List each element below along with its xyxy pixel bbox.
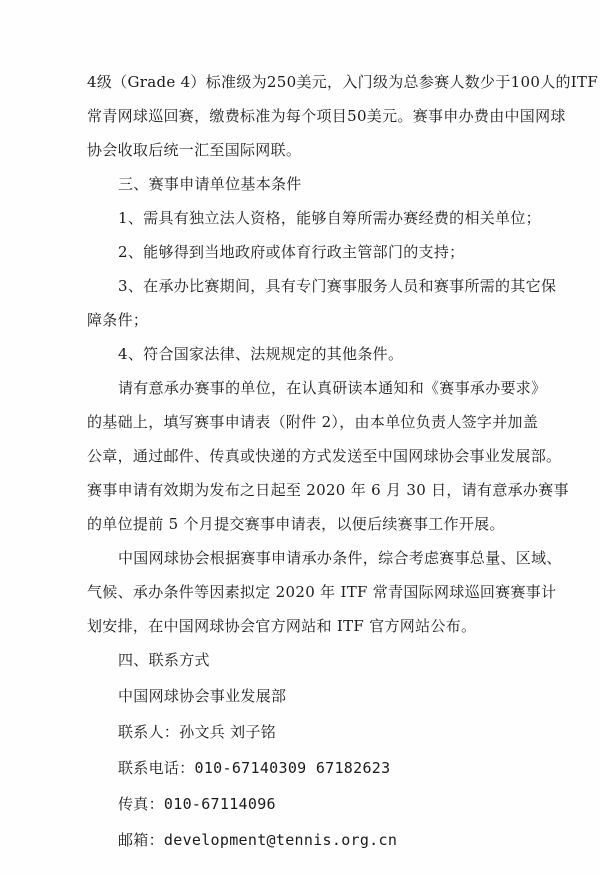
contact-fax	[118, 794, 276, 814]
contact-email-label: 邮箱：	[118, 831, 164, 849]
paragraph-line: 中国网球协会根据赛事申请承办条件，综合考虑赛事总量、区域、	[118, 549, 562, 567]
contact-fax-value: 010-67114096	[163, 795, 276, 813]
condition-item: 3、在承办比赛期间，具有专门赛事服务人员和赛事所需的其它保	[118, 277, 557, 295]
contact-phone-value: 010-67140309 67182623	[194, 759, 391, 777]
paragraph-line: 协会收取后统一汇至国际网联。	[87, 141, 302, 159]
paragraph-line: 4级（Grade 4）标准级为250美元，入门级为总参赛人数少于100人的ITF	[87, 73, 599, 91]
paragraph-line: 划安排，在中国网球协会官方网站和 ITF 官方网站公布。	[87, 617, 477, 635]
contact-person	[118, 722, 276, 742]
contact-person-value: 孙文兵 刘子铭	[179, 723, 277, 741]
contact-email	[118, 830, 397, 850]
section-heading: 三、赛事申请单位基本条件	[118, 175, 302, 193]
paragraph-line: 公章，通过邮件、传真或快递的方式发送至中国网球协会事业发展部。	[87, 447, 562, 465]
paragraph-line: 的单位提前 5 个月提交赛事申请表，以便后续赛事工作开展。	[87, 515, 505, 533]
contact-email-value: development@tennis.org.cn	[163, 831, 398, 849]
paragraph-line: 赛事申请有效期为发布之日起至 2020 年 6 月 30 日，请有意承办赛事	[87, 481, 569, 499]
paragraph-line: 请有意承办赛事的单位，在认真研读本通知和《赛事承办要求》	[118, 379, 547, 397]
paragraph-line: 常青网球巡回赛，缴费标准为每个项目50美元。赛事申办费由中国网球	[87, 107, 566, 125]
section-heading: 四、联系方式	[118, 651, 210, 669]
contact-org: 中国网球协会事业发展部	[118, 687, 287, 705]
condition-item: 2、能够得到当地政府或体育行政主管部门的支持；	[118, 243, 465, 261]
contact-phone-label: 联系电话：	[118, 759, 195, 777]
condition-item-continued: 障条件；	[87, 311, 149, 329]
paragraph-line: 的基础上，填写赛事申请表（附件 2），由本单位负责人签字并加盖	[87, 413, 539, 431]
contact-person-label: 联系人：	[118, 723, 180, 741]
contact-fax-label: 传真：	[118, 795, 164, 813]
condition-item: 1、需具有独立法人资格，能够自筹所需办赛经费的相关单位；	[118, 209, 541, 227]
contact-phone	[118, 758, 390, 778]
paragraph-line: 气候、承办条件等因素拟定 2020 年 ITF 常青国际网球巡回赛赛事计	[87, 583, 557, 601]
condition-item: 4、符合国家法律、法规规定的其他条件。	[118, 345, 404, 363]
